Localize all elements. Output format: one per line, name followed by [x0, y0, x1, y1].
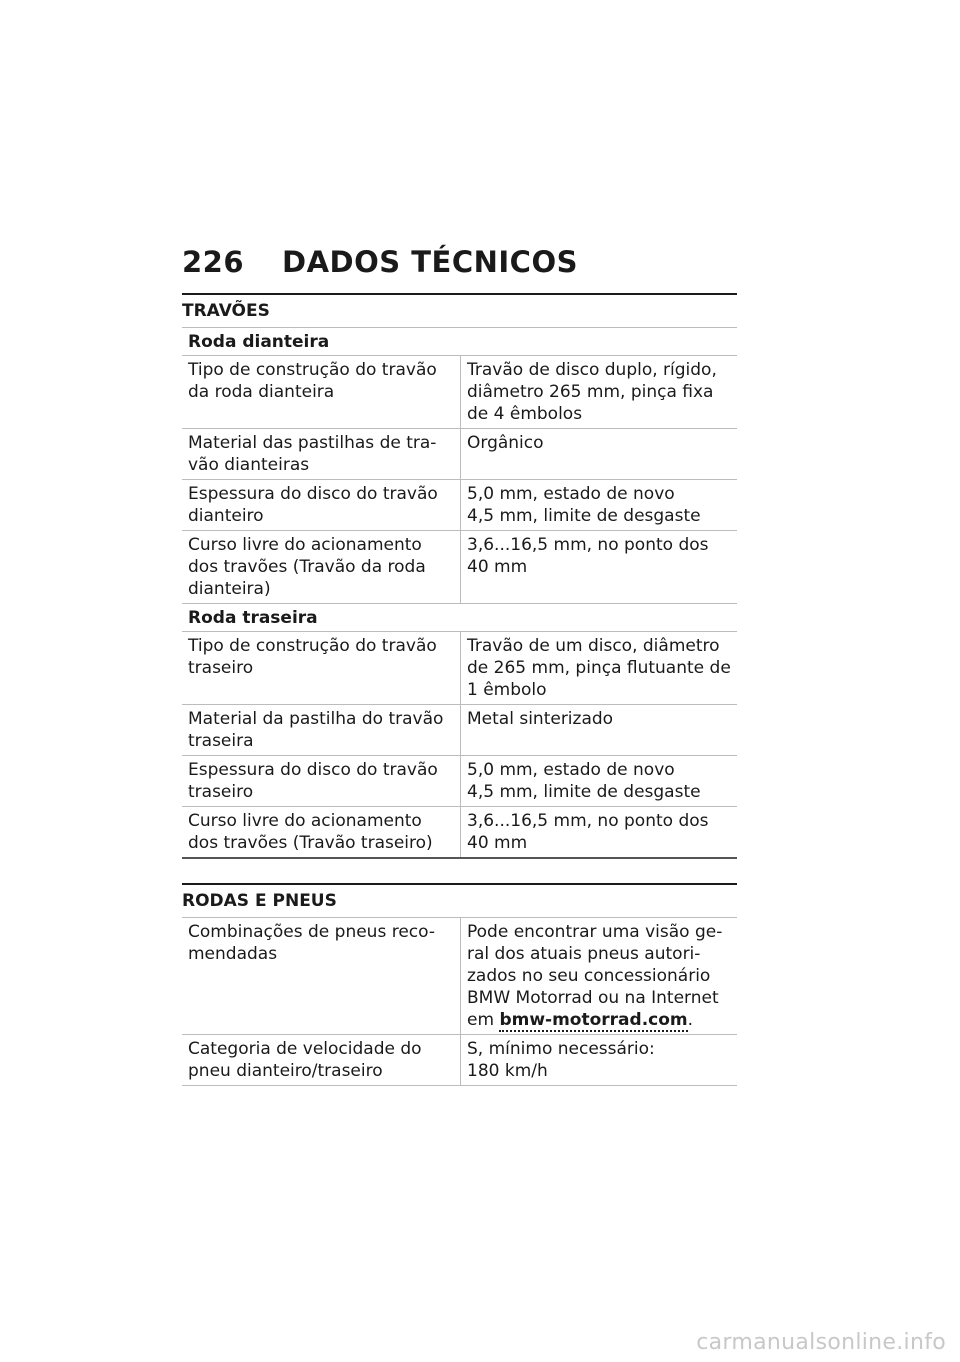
table-row — [182, 356, 737, 429]
page-number: 226 — [182, 245, 245, 279]
spec-value: 5,0 mm, estado de novo 4,5 mm, limite de desgaste — [461, 756, 738, 807]
section-title-wheels: RODAS E PNEUS — [182, 885, 737, 918]
group-row — [182, 604, 737, 632]
bmw-motorrad-link[interactable]: bmw-motorrad.com — [499, 1010, 688, 1030]
spec-label: Combinações de pneus reco- mendadas — [182, 918, 461, 1035]
chapter-title: DADOS TÉCNICOS — [282, 245, 578, 279]
spec-label: Material das pastilhas de tra- vão dianteiras — [182, 429, 461, 480]
spec-value: S, mínimo necessário: 180 km/h — [461, 1035, 738, 1086]
page-header — [182, 245, 737, 285]
spec-label: Material da pastilha do travão traseira — [182, 705, 461, 756]
spec-value: Metal sinterizado — [461, 705, 738, 756]
table-row — [182, 918, 737, 1035]
table-row — [182, 429, 737, 480]
spec-value: Travão de um disco, diâmetro de 265 mm, pinça flutuante de 1 êmbolo — [461, 632, 738, 705]
table-row — [182, 705, 737, 756]
spec-value-text: Pode encontrar uma visão ge- ral dos atuais pneus autori- zados no seu concessionário BMW Motorrad ou na Internet em — [467, 922, 723, 1030]
table-row — [182, 531, 737, 604]
spec-value — [461, 918, 738, 1035]
spec-value-suffix: . — [687, 1010, 694, 1030]
spec-value: Travão de disco duplo, rígido, diâmetro 265 mm, pinça fixa de 4 êmbolos — [461, 356, 738, 429]
section-gap — [182, 859, 737, 875]
group-rear-wheel: Roda traseira — [182, 604, 737, 632]
spec-value: 3,6...16,5 mm, no ponto dos 40 mm — [461, 807, 738, 859]
brakes-table — [182, 328, 737, 859]
section-title-brakes: TRAVÕES — [182, 295, 737, 328]
spec-label: Curso livre do acionamento dos travões (Travão da roda dianteira) — [182, 531, 461, 604]
spec-label: Tipo de construção do travão da roda dianteira — [182, 356, 461, 429]
spec-label: Tipo de construção do travão traseiro — [182, 632, 461, 705]
table-row — [182, 756, 737, 807]
spec-label: Espessura do disco do travão dianteiro — [182, 480, 461, 531]
wheels-table — [182, 918, 737, 1086]
group-front-wheel: Roda dianteira — [182, 328, 737, 356]
spec-label: Espessura do disco do travão traseiro — [182, 756, 461, 807]
spec-label: Curso livre do acionamento dos travões (Travão traseiro) — [182, 807, 461, 859]
spec-value: Orgânico — [461, 429, 738, 480]
spec-value: 5,0 mm, estado de novo 4,5 mm, limite de desgaste — [461, 480, 738, 531]
group-row — [182, 328, 737, 356]
table-row — [182, 807, 737, 859]
spec-label: Categoria de velocidade do pneu dianteiro/traseiro — [182, 1035, 461, 1086]
watermark: carmanualsonline.info — [696, 1330, 946, 1355]
table-row — [182, 632, 737, 705]
spec-value: 3,6...16,5 mm, no ponto dos 40 mm — [461, 531, 738, 604]
table-row — [182, 480, 737, 531]
manual-page — [182, 245, 737, 1086]
table-row — [182, 1035, 737, 1086]
